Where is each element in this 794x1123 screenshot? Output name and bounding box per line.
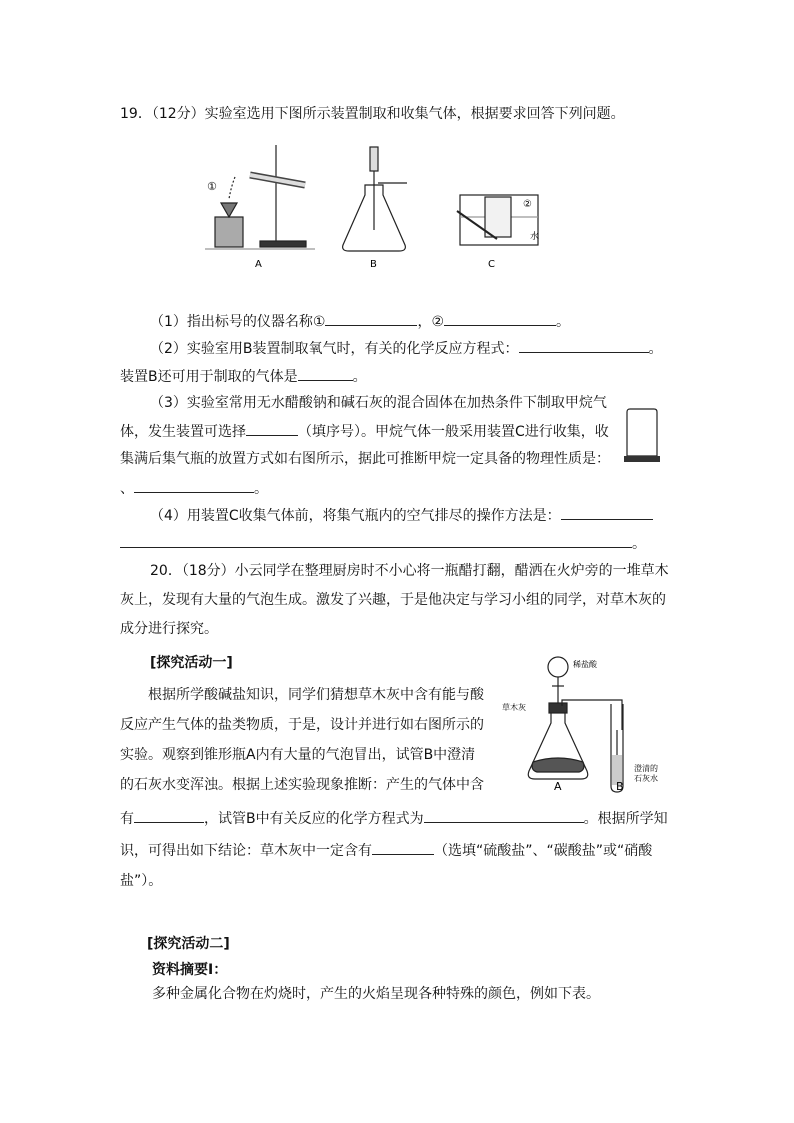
q19-part2b: 装置B还可用于制取的气体是 。 (120, 366, 367, 386)
answer-blank-salt[interactable] (372, 840, 434, 855)
q19-part3-line2: 体，发生装置可选择 （填序号）。甲烷气体一般采用装置C进行收集，收 (120, 421, 609, 441)
q19-part2: （2）实验室用B装置制取氧气时，有关的化学反应方程式： 。 (150, 338, 663, 358)
answer-blank-operation-cont[interactable] (120, 533, 632, 548)
limewater-label-2: 石灰水 (634, 774, 658, 783)
q19-part4-line2: 。 (120, 533, 646, 553)
activity1-line7: 盐”）。 (120, 873, 163, 889)
activity1-line3: 实验。观察到锥形瓶A内有大量的气泡冒出，试管B中澄清 (120, 747, 476, 763)
answer-blank-equation-b[interactable] (424, 808, 584, 823)
q19-part3-line4: 、 。 (120, 478, 268, 498)
apparatus-a (205, 145, 315, 249)
flask-testtube-figure (500, 650, 665, 795)
answer-blank-gas[interactable] (298, 366, 353, 381)
acid-label: 稀盐酸 (573, 660, 597, 669)
activity1-title: [探究活动一] (150, 655, 233, 671)
q19-part4: （4）用装置C收集气体前，将集气瓶内的空气排尽的操作方法是： (150, 505, 653, 525)
caption-c: C (488, 259, 495, 270)
q19-part3-line3: 集满后集气瓶的放置方式如右图所示，据此可推断甲烷一定具备的物理性质是： (120, 451, 610, 467)
answer-blank-1[interactable] (325, 311, 417, 326)
activity1-line4: 的石灰水变浑浊。根据上述实验现象推断：产生的气体中含 (120, 777, 484, 793)
info-title: 资料摘要Ⅰ： (152, 962, 228, 978)
answer-blank-operation[interactable] (561, 505, 653, 520)
activity1-line5: 有 ，试管B中有关反应的化学方程式为 。根据所学知 (120, 808, 668, 828)
apparatus-figure-abc (205, 135, 555, 275)
q19-part3-line1: （3）实验室常用无水醋酸钠和碱石灰的混合固体在加热条件下制取甲烷气 (150, 395, 607, 411)
limewater-label-1: 澄清的 (634, 764, 658, 773)
answer-blank-property[interactable] (134, 478, 254, 493)
caption-a: A (255, 259, 262, 270)
activity2-title: [探究活动二] (147, 936, 230, 952)
q20-heading-line1: 20．（18分）小云同学在整理厨房时不小心将一瓶醋打翻，醋洒在火炉旁的一堆草木 (150, 563, 669, 579)
q19-part1: （1）指出标号的仪器名称① ，② 。 (150, 311, 570, 331)
answer-blank-device[interactable] (246, 421, 298, 436)
info-text: 多种金属化合物在灼烧时，产生的火焰呈现各种特殊的颜色，例如下表。 (152, 986, 600, 1002)
ash-label: 草木灰 (502, 703, 526, 712)
water-label: 水 (530, 232, 540, 242)
fig2-caption-b: B (616, 780, 624, 793)
answer-blank-equation[interactable] (519, 338, 649, 353)
answer-blank-2[interactable] (444, 311, 556, 326)
answer-blank-gas-co2[interactable] (134, 808, 204, 823)
fig2-caption-a: A (554, 780, 562, 793)
mark-1: ① (207, 180, 217, 193)
q20-heading-line3: 成分进行探究。 (120, 621, 218, 637)
activity1-line2: 反应产生气体的盐类物质，于是，设计并进行如右图所示的 (120, 717, 484, 733)
caption-b: B (370, 259, 377, 270)
activity1-line1: 根据所学酸碱盐知识，同学们猜想草木灰中含有能与酸 (148, 687, 484, 703)
mark-2: ② (523, 199, 532, 210)
activity1-line6: 识，可得出如下结论：草木灰中一定含有 （选填“硫酸盐”、“碳酸盐”或“硝酸 (120, 840, 652, 860)
q20-heading-line2: 灰上，发现有大量的气泡生成。激发了兴趣，于是他决定与学习小组的同学，对草木灰的 (120, 592, 666, 608)
apparatus-b (343, 147, 407, 251)
inverted-gas-jar-figure (622, 408, 662, 468)
q19-heading: 19．（12分）实验室选用下图所示装置制取和收集气体，根据要求回答下列问题。 (120, 106, 625, 122)
